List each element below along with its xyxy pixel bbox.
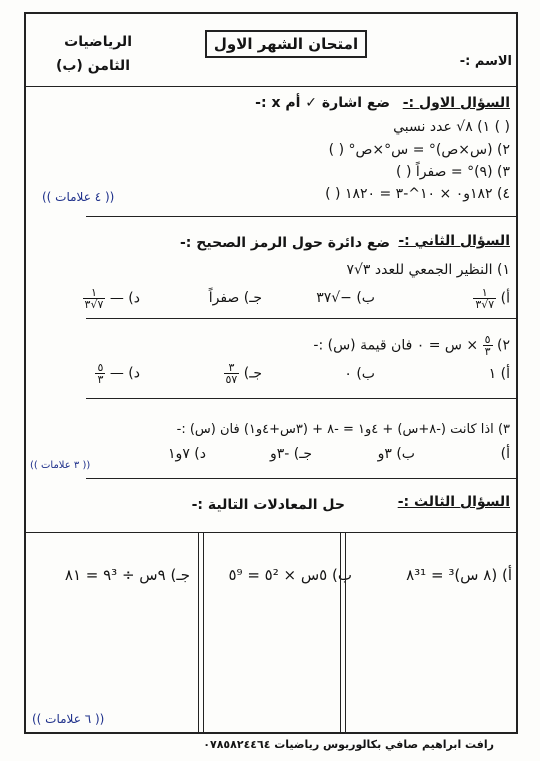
q1-marks: (( ٤ علامات )) (42, 190, 115, 204)
header-divider (26, 86, 516, 87)
q2-p1-divider (86, 318, 518, 319)
q2-p1-option-c: جـ) صفراً (208, 290, 262, 306)
q1-item-4: ٤) ١٨٢و٠ × ١٠^-٣ = ١٨٢٠ ( ) (325, 186, 510, 202)
q2-p2-option-c: جـ) $\frac{٣}{٥٧}$ (225, 361, 262, 386)
q2-p1-option-a: أ) $\frac{١}{٧√٣}$ (475, 286, 510, 311)
q1-item-1: ١) ٨√ عدد نسبي ( ) (393, 119, 510, 135)
q2-p2-divider (86, 398, 518, 399)
q3-eq-a: أ) (٨ س)³ = ٨³¹ (406, 566, 512, 584)
q2-p1-option-d: د) — $\frac{١}{٧√٣}$ (84, 286, 140, 311)
q3-heading: السؤال الثالث :- (397, 494, 510, 510)
q2-p3-option-b: ب) ٣و (377, 446, 415, 462)
q3-column-divider-left-2 (203, 532, 204, 732)
q2-p3-option-d: د) ٧و١ (168, 446, 206, 462)
q2-p2-stem: ٢) $\frac{٥}{٣}$ × س = ٠ فان قيمة (س) :- (313, 333, 510, 358)
q2-heading: السؤال الثاني :- (398, 233, 510, 249)
q2-p2-option-d: د) — $\frac{٥}{٣}$ (97, 361, 140, 386)
q1-item-3: ٣) (٩)° = صفراً ( ) (396, 164, 510, 180)
q3-instruction: حل المعادلات التالية :- (191, 497, 345, 513)
q3-eq-c: جـ) ٩س ÷ ٩³ = ٨١ (64, 566, 190, 584)
q2-p1-option-b: ب) −√٣٧ (316, 290, 375, 306)
q2-p1-stem: ١) النظير الجمعي للعدد ٣√٧ (346, 262, 510, 278)
grade-label: الثامن (ب) (55, 58, 130, 74)
q2-p3-option-c: جـ) -٣و (269, 446, 312, 462)
q1-heading: السؤال الاول :- (402, 95, 510, 111)
name-label: الاسم :- (459, 54, 512, 69)
q3-column-divider-left (198, 532, 199, 732)
q2-p3-stem: ٣) اذا كانت (-٨+س) + ٤و١ = -٨ + (٣س+٤و١) فان (س) :- (176, 422, 510, 437)
q2-p3-option-a: أ) (500, 446, 510, 462)
q2-marks: (( ٣ علامات )) (30, 460, 91, 471)
q1-instruction: ضع اشارة ✓ أم x :- (255, 95, 390, 111)
q2-p2-option-a: أ) ١ (488, 366, 510, 382)
q3-top-divider (26, 532, 516, 533)
q3-eq-b: ب) ٥س × ٥² = ٥⁹ (228, 566, 352, 584)
q3-column-divider-right-2 (345, 532, 346, 732)
subject-label: الرياضيات (64, 34, 132, 50)
q1-item-2: ٢) (س×ص)° = س°×ص° ( ) (328, 142, 510, 158)
exam-title: امتحان الشهر الاول (205, 30, 367, 58)
q2-p2-option-b: ب) ٠ (344, 366, 375, 382)
q2-instruction: ضع دائرة حول الرمز الصحيح :- (180, 235, 390, 251)
q2-divider (86, 478, 518, 479)
q3-marks: (( ٦ علامات )) (32, 712, 105, 726)
q1-divider (86, 216, 518, 217)
teacher-footer: رافت ابراهيم صافي بكالوريوس رياضيات ٠٧٨٥٨٢٤٤٦٤ (203, 738, 494, 751)
q3-column-divider-right (340, 532, 341, 732)
